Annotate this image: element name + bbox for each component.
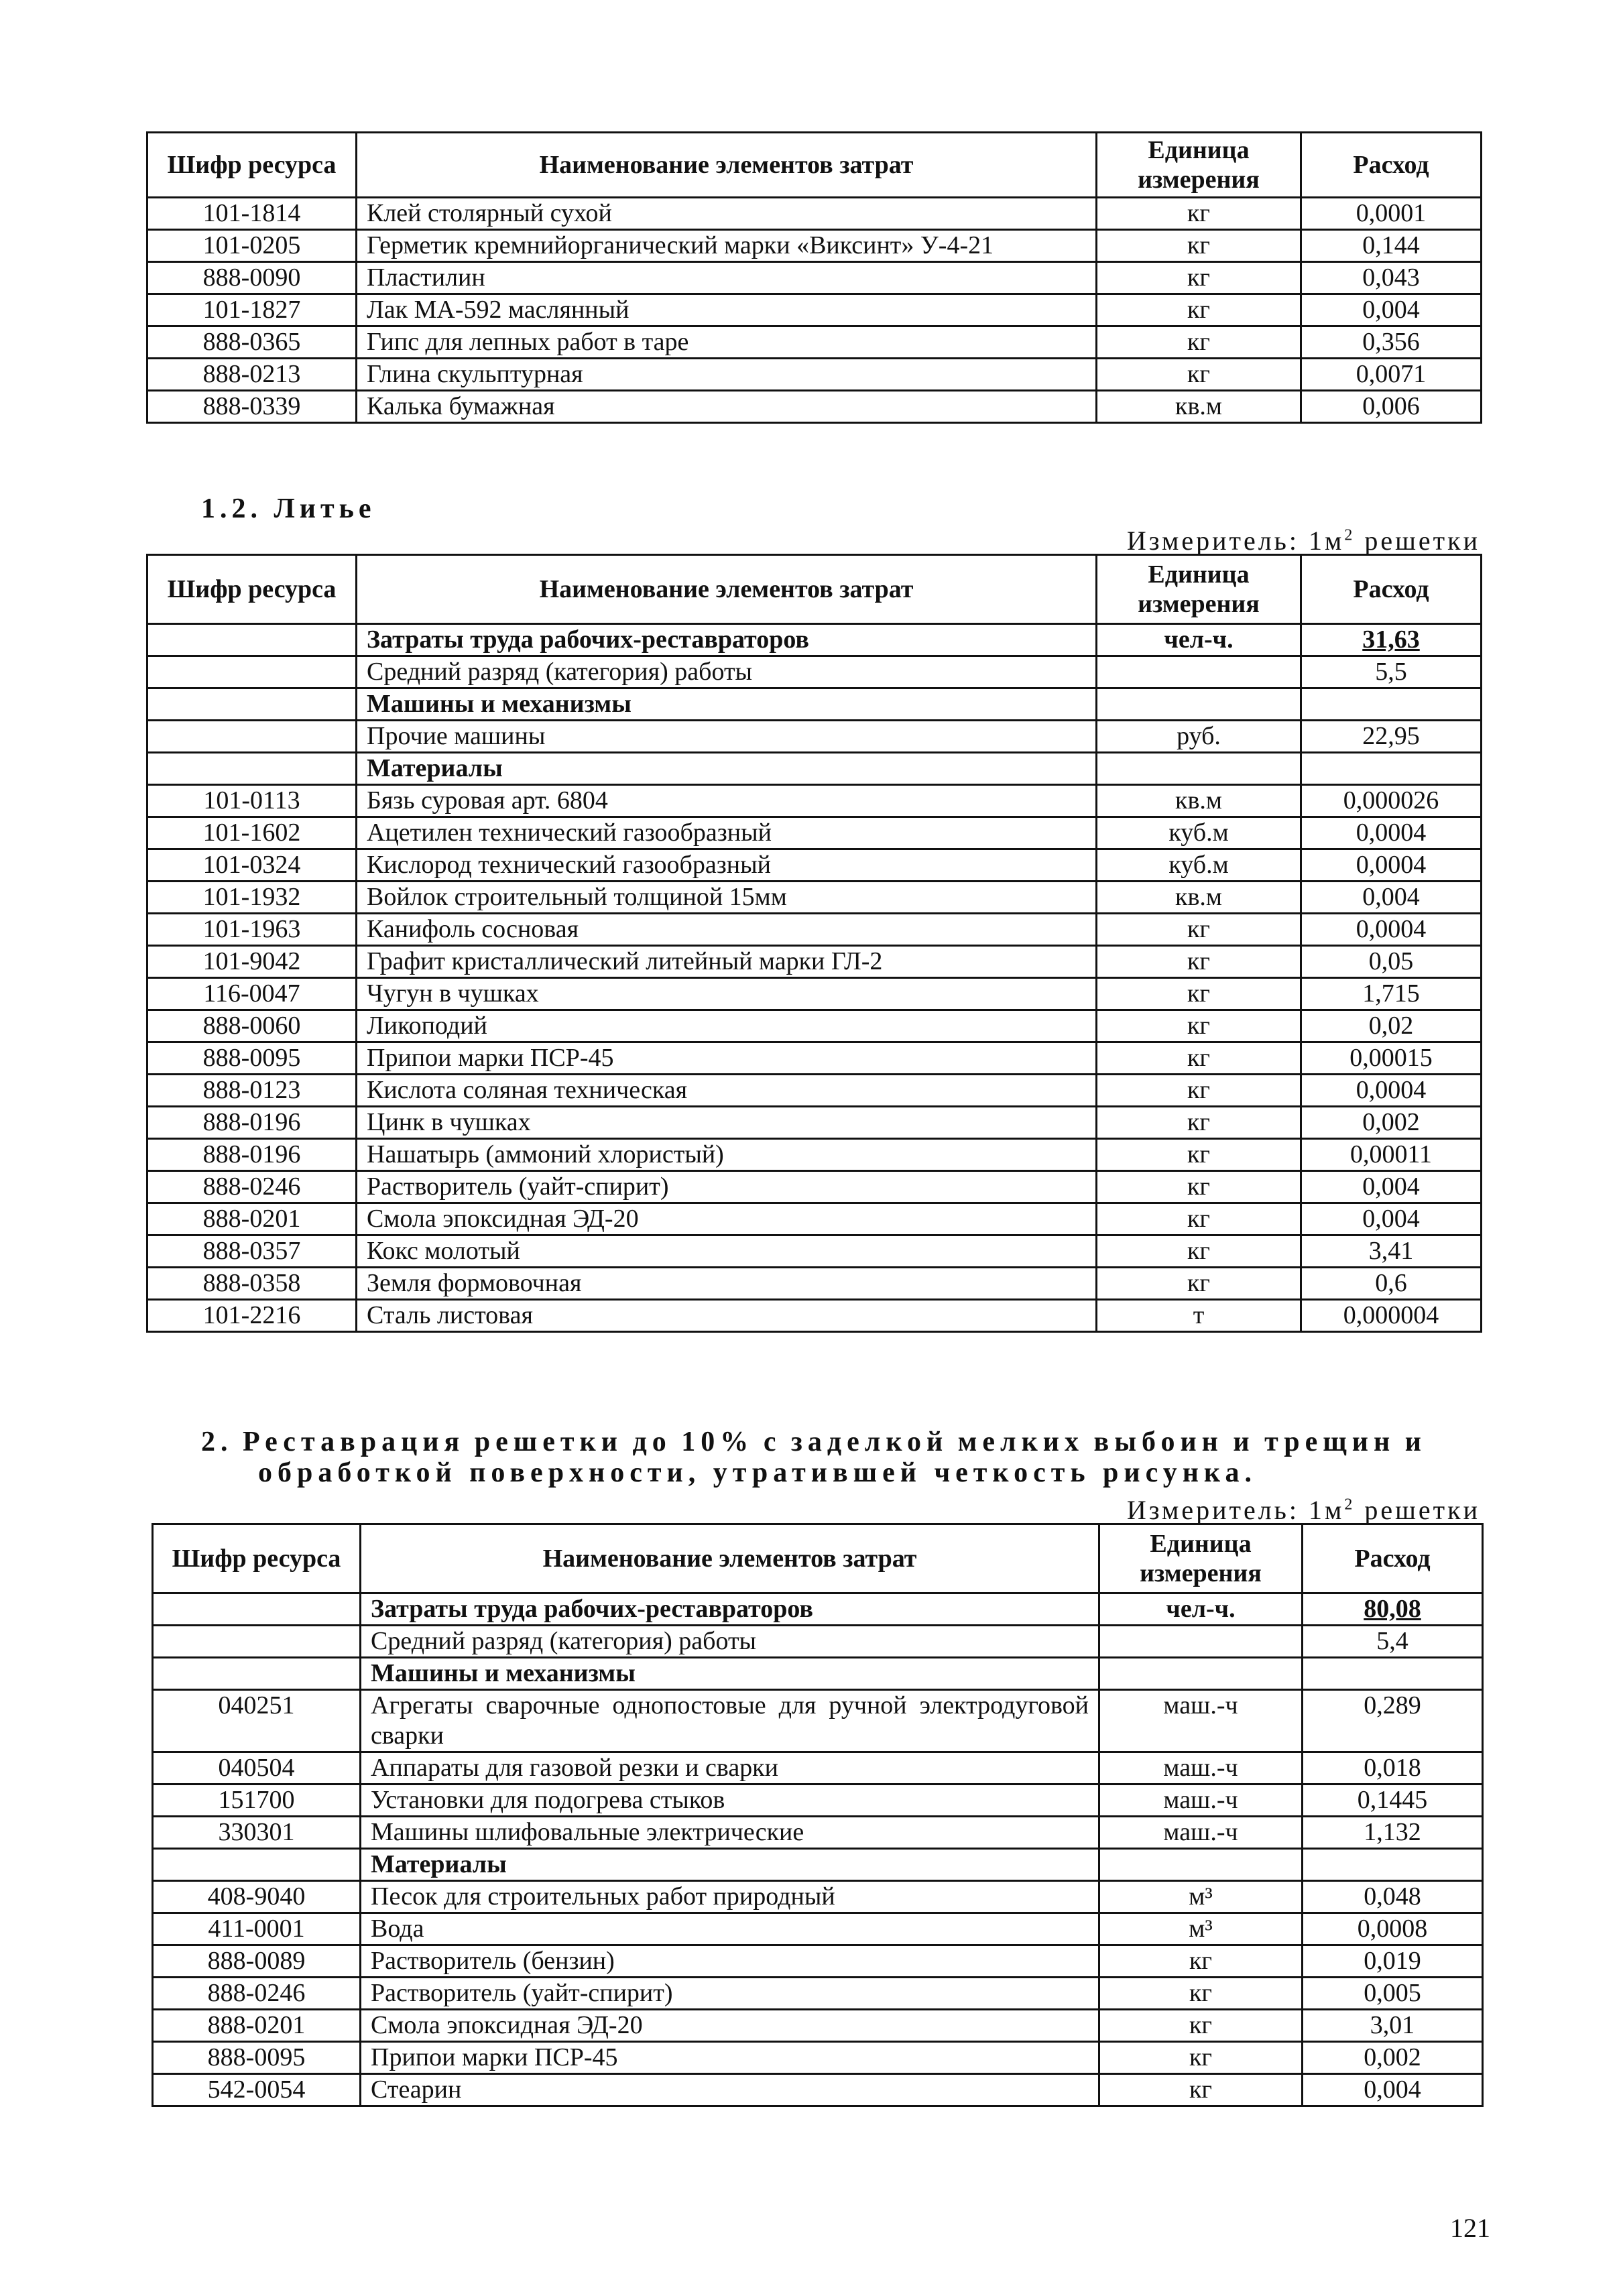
- resource-table-continued: [146, 131, 1482, 424]
- cell-name: Гипс для лепных работ в таре: [357, 326, 1097, 359]
- measure-superscript: 2: [1344, 526, 1356, 544]
- cell-amount: 0,002: [1303, 2042, 1483, 2074]
- table-row: [147, 624, 1482, 656]
- cell-name: Припои марки ПСР-45: [357, 1042, 1097, 1075]
- cell-name: Затраты труда рабочих-реставраторов: [357, 624, 1097, 656]
- cell-amount: 0,05: [1301, 946, 1482, 978]
- cell-unit: м³: [1099, 1881, 1303, 1913]
- cell-name: Установки для подогрева стыков: [361, 1785, 1099, 1817]
- cell-amount: [1301, 753, 1482, 785]
- cell-unit: кг: [1097, 1075, 1301, 1107]
- table-row: [153, 1752, 1483, 1785]
- cell-code: [147, 624, 357, 656]
- header-amount: Расход: [1301, 133, 1482, 198]
- table-row: [153, 1690, 1483, 1752]
- table-row: [147, 914, 1482, 946]
- cell-amount: [1303, 1849, 1483, 1881]
- table-row: [147, 946, 1482, 978]
- cell-unit: кг: [1097, 1268, 1301, 1300]
- cell-amount: 0,000026: [1301, 785, 1482, 817]
- header-name: Наименование элементов затрат: [357, 555, 1097, 624]
- table-row: [147, 1107, 1482, 1139]
- section-title-2: [201, 1427, 1427, 1488]
- cell-code: [147, 656, 357, 688]
- table-row: [147, 198, 1482, 230]
- cell-amount: 0,0004: [1301, 849, 1482, 882]
- measure-text: Измеритель: 1м: [1126, 526, 1345, 556]
- cell-amount: 80,08: [1303, 1593, 1483, 1626]
- cell-unit: чел-ч.: [1097, 624, 1301, 656]
- cell-unit: кв.м: [1097, 391, 1301, 423]
- cell-unit: кг: [1099, 1978, 1303, 2010]
- table-row: [153, 1881, 1483, 1913]
- table-row: [147, 1235, 1482, 1268]
- cell-code: 888-0213: [147, 359, 357, 391]
- cell-name: Лак МА-592 маслянный: [357, 294, 1097, 326]
- cell-amount: 0,0008: [1303, 1913, 1483, 1945]
- cell-code: 408-9040: [153, 1881, 361, 1913]
- cell-code: 101-1602: [147, 817, 357, 849]
- cell-unit: кг: [1099, 2074, 1303, 2106]
- cell-code: 151700: [153, 1785, 361, 1817]
- cell-name: Средний разряд (категория) работы: [361, 1626, 1099, 1658]
- table-row: [147, 785, 1482, 817]
- cell-name: Войлок строительный толщиной 15мм: [357, 882, 1097, 914]
- measure-tail: решетки: [1355, 1495, 1480, 1525]
- cell-name: Машины и механизмы: [361, 1658, 1099, 1690]
- table-row: [147, 978, 1482, 1010]
- cell-code: 888-0358: [147, 1268, 357, 1300]
- cell-amount: 0,144: [1301, 230, 1482, 262]
- table-row: [147, 326, 1482, 359]
- cell-amount: 0,004: [1301, 1171, 1482, 1203]
- table-row: [147, 721, 1482, 753]
- title-word: Реставрация: [243, 1427, 465, 1457]
- header-unit: Единица измерения: [1097, 555, 1301, 624]
- table-row: [147, 817, 1482, 849]
- cell-code: 330301: [153, 1817, 361, 1849]
- cell-unit: м³: [1099, 1913, 1303, 1945]
- table-row: [153, 1978, 1483, 2010]
- cell-code: 888-0201: [147, 1203, 357, 1235]
- header-amount: Расход: [1301, 555, 1482, 624]
- header-unit: Единица измерения: [1099, 1524, 1303, 1593]
- cell-name: Аппараты для газовой резки и сварки: [361, 1752, 1099, 1785]
- cell-amount: 0,00015: [1301, 1042, 1482, 1075]
- title-word: заделкой: [791, 1427, 949, 1457]
- resource-table-casting: [146, 554, 1482, 1333]
- measure-superscript: 2: [1344, 1496, 1356, 1514]
- cell-amount: 0,018: [1303, 1752, 1483, 1785]
- cell-unit: [1097, 688, 1301, 721]
- cell-name: Вода: [361, 1913, 1099, 1945]
- title-word: и: [1404, 1427, 1427, 1457]
- cell-amount: [1303, 1658, 1483, 1690]
- cell-amount: 0,1445: [1303, 1785, 1483, 1817]
- cell-name: Клей столярный сухой: [357, 198, 1097, 230]
- cell-code: 888-0123: [147, 1075, 357, 1107]
- cell-code: 888-0095: [147, 1042, 357, 1075]
- cell-amount: 0,004: [1301, 1203, 1482, 1235]
- cell-amount: 0,0004: [1301, 817, 1482, 849]
- cell-amount: 0,0004: [1301, 1075, 1482, 1107]
- cell-amount: 22,95: [1301, 721, 1482, 753]
- cell-name: Затраты труда рабочих-реставраторов: [361, 1593, 1099, 1626]
- cell-code: 101-0113: [147, 785, 357, 817]
- cell-amount: 0,02: [1301, 1010, 1482, 1042]
- table-row: [153, 2042, 1483, 2074]
- cell-unit: кг: [1097, 1042, 1301, 1075]
- cell-name: Машины и механизмы: [357, 688, 1097, 721]
- cell-code: [147, 753, 357, 785]
- table-row: [153, 2010, 1483, 2042]
- cell-code: 116-0047: [147, 978, 357, 1010]
- cell-amount: 1,715: [1301, 978, 1482, 1010]
- cell-code: 888-0090: [147, 262, 357, 294]
- cell-unit: куб.м: [1097, 849, 1301, 882]
- table-row: [147, 1042, 1482, 1075]
- cell-name: Прочие машины: [357, 721, 1097, 753]
- cell-code: 040504: [153, 1752, 361, 1785]
- cell-unit: кг: [1097, 914, 1301, 946]
- resource-table-restoration: [152, 1523, 1484, 2107]
- cell-name: Песок для строительных работ природный: [361, 1881, 1099, 1913]
- cell-amount: 0,004: [1303, 2074, 1483, 2106]
- table-row: [147, 230, 1482, 262]
- table-row: [153, 1849, 1483, 1881]
- cell-name: Ацетилен технический газообразный: [357, 817, 1097, 849]
- cell-unit: кг: [1097, 294, 1301, 326]
- cell-code: 101-1827: [147, 294, 357, 326]
- cell-code: 888-0196: [147, 1107, 357, 1139]
- header-amount: Расход: [1303, 1524, 1483, 1593]
- page-number: 121: [1450, 2213, 1490, 2243]
- section-title-line1: [201, 1427, 1427, 1457]
- cell-amount: 3,41: [1301, 1235, 1482, 1268]
- cell-code: 411-0001: [153, 1913, 361, 1945]
- measure-label-1-2: [1006, 525, 1480, 556]
- cell-amount: 31,63: [1301, 624, 1482, 656]
- cell-unit: куб.м: [1097, 817, 1301, 849]
- cell-unit: кг: [1097, 978, 1301, 1010]
- cell-name: Глина скульптурная: [357, 359, 1097, 391]
- table-row: [153, 2074, 1483, 2106]
- cell-amount: 1,132: [1303, 1817, 1483, 1849]
- table-row: [147, 1139, 1482, 1171]
- title-word: и: [1233, 1427, 1255, 1457]
- cell-code: 101-9042: [147, 946, 357, 978]
- measure-text: Измеритель: 1м: [1126, 1495, 1345, 1525]
- cell-code: 888-0365: [147, 326, 357, 359]
- cell-code: 101-1932: [147, 882, 357, 914]
- cell-unit: [1099, 1658, 1303, 1690]
- cell-unit: кг: [1097, 1235, 1301, 1268]
- cell-unit: кг: [1097, 198, 1301, 230]
- title-word: решетки: [474, 1427, 623, 1457]
- cell-unit: кг: [1097, 326, 1301, 359]
- header-code: Шифр ресурса: [147, 555, 357, 624]
- cell-name: Графит кристаллический литейный марки ГЛ-2: [357, 946, 1097, 978]
- cell-unit: т: [1097, 1300, 1301, 1332]
- cell-amount: 0,006: [1301, 391, 1482, 423]
- cell-unit: кг: [1097, 1010, 1301, 1042]
- title-word: трещин: [1264, 1427, 1396, 1457]
- cell-unit: кв.м: [1097, 785, 1301, 817]
- table-row: [153, 1593, 1483, 1626]
- header-name: Наименование элементов затрат: [361, 1524, 1099, 1593]
- table-row: [147, 882, 1482, 914]
- cell-code: 888-0060: [147, 1010, 357, 1042]
- cell-code: 101-2216: [147, 1300, 357, 1332]
- cell-amount: 0,289: [1303, 1690, 1483, 1752]
- cell-name: Смола эпоксидная ЭД-20: [357, 1203, 1097, 1235]
- section-heading-1-2: 1.2. Литье: [201, 493, 376, 524]
- cell-name: Ликоподий: [357, 1010, 1097, 1042]
- cell-unit: руб.: [1097, 721, 1301, 753]
- cell-name: Кислород технический газообразный: [357, 849, 1097, 882]
- cell-name: Припои марки ПСР-45: [361, 2042, 1099, 2074]
- table-row: [147, 1075, 1482, 1107]
- cell-code: [153, 1658, 361, 1690]
- table-body: [147, 198, 1482, 423]
- cell-unit: кг: [1097, 262, 1301, 294]
- table-row: [147, 1268, 1482, 1300]
- cell-name: Растворитель (уайт-спирит): [361, 1978, 1099, 2010]
- cell-unit: кг: [1097, 359, 1301, 391]
- cell-code: [153, 1593, 361, 1626]
- table-row: [153, 1785, 1483, 1817]
- table-row: [147, 262, 1482, 294]
- cell-code: 888-0095: [153, 2042, 361, 2074]
- table-row: [153, 1626, 1483, 1658]
- cell-code: [153, 1849, 361, 1881]
- table-row: [153, 1658, 1483, 1690]
- cell-name: Бязь суровая арт. 6804: [357, 785, 1097, 817]
- cell-unit: [1097, 656, 1301, 688]
- cell-amount: 0,004: [1301, 882, 1482, 914]
- cell-code: [147, 688, 357, 721]
- cell-amount: 0,005: [1303, 1978, 1483, 2010]
- table-row: [153, 1945, 1483, 1978]
- cell-name: Материалы: [361, 1849, 1099, 1881]
- cell-unit: [1099, 1849, 1303, 1881]
- cell-code: 888-0246: [153, 1978, 361, 2010]
- table-row: [147, 294, 1482, 326]
- title-word: выбоин: [1093, 1427, 1223, 1457]
- cell-code: 040251: [153, 1690, 361, 1752]
- cell-code: 888-0196: [147, 1139, 357, 1171]
- cell-amount: [1301, 688, 1482, 721]
- cell-amount: 0,0001: [1301, 198, 1482, 230]
- cell-name: Машины шлифовальные электрические: [361, 1817, 1099, 1849]
- cell-name: Чугун в чушках: [357, 978, 1097, 1010]
- cell-name: Кислота соляная техническая: [357, 1075, 1097, 1107]
- table-row: [147, 391, 1482, 423]
- cell-unit: кв.м: [1097, 882, 1301, 914]
- cell-name: Земля формовочная: [357, 1268, 1097, 1300]
- cell-amount: 0,0004: [1301, 914, 1482, 946]
- cell-code: 888-0246: [147, 1171, 357, 1203]
- cell-code: 101-1814: [147, 198, 357, 230]
- cell-amount: 0,0071: [1301, 359, 1482, 391]
- cell-name: Растворитель (уайт-спирит): [357, 1171, 1097, 1203]
- cell-amount: 0,00011: [1301, 1139, 1482, 1171]
- cell-code: [147, 721, 357, 753]
- cell-name: Цинк в чушках: [357, 1107, 1097, 1139]
- table-row: [147, 1171, 1482, 1203]
- cell-name: Стеарин: [361, 2074, 1099, 2106]
- table-row: [147, 849, 1482, 882]
- cell-name: Средний разряд (категория) работы: [357, 656, 1097, 688]
- cell-unit: маш.-ч: [1099, 1690, 1303, 1752]
- table-row: [147, 1010, 1482, 1042]
- cell-code: 888-0339: [147, 391, 357, 423]
- cell-unit: [1099, 1626, 1303, 1658]
- cell-amount: 0,043: [1301, 262, 1482, 294]
- cell-amount: 3,01: [1303, 2010, 1483, 2042]
- cell-amount: 0,000004: [1301, 1300, 1482, 1332]
- cell-code: 101-0324: [147, 849, 357, 882]
- cell-amount: 0,004: [1301, 294, 1482, 326]
- cell-unit: [1097, 753, 1301, 785]
- cell-unit: кг: [1097, 1203, 1301, 1235]
- cell-amount: 5,4: [1303, 1626, 1483, 1658]
- section-number: 2.: [201, 1427, 233, 1457]
- table-row: [153, 1913, 1483, 1945]
- cell-unit: кг: [1099, 1945, 1303, 1978]
- title-word: с: [763, 1427, 782, 1457]
- table-row: [153, 1817, 1483, 1849]
- cell-amount: 0,002: [1301, 1107, 1482, 1139]
- cell-unit: кг: [1097, 946, 1301, 978]
- cell-unit: кг: [1097, 1171, 1301, 1203]
- cell-unit: маш.-ч: [1099, 1785, 1303, 1817]
- cell-name: Материалы: [357, 753, 1097, 785]
- cell-code: 542-0054: [153, 2074, 361, 2106]
- cell-code: 888-0357: [147, 1235, 357, 1268]
- section-title-line2: обработкой поверхности, утратившей четкость рисунка.: [258, 1457, 1257, 1488]
- cell-unit: кг: [1097, 1107, 1301, 1139]
- cell-code: 101-1963: [147, 914, 357, 946]
- header-name: Наименование элементов затрат: [357, 133, 1097, 198]
- cell-name: Растворитель (бензин): [361, 1945, 1099, 1978]
- cell-unit: маш.-ч: [1099, 1817, 1303, 1849]
- cell-name: Кокс молотый: [357, 1235, 1097, 1268]
- cell-amount: 0,048: [1303, 1881, 1483, 1913]
- table-row: [147, 1300, 1482, 1332]
- cell-unit: кг: [1097, 230, 1301, 262]
- cell-unit: кг: [1099, 2042, 1303, 2074]
- table-row: [147, 656, 1482, 688]
- cell-name: Калька бумажная: [357, 391, 1097, 423]
- cell-name: Канифоль сосновая: [357, 914, 1097, 946]
- cell-code: [153, 1626, 361, 1658]
- header-unit: Единица измерения: [1097, 133, 1301, 198]
- cell-code: 888-0201: [153, 2010, 361, 2042]
- cell-name: Пластилин: [357, 262, 1097, 294]
- cell-amount: 5,5: [1301, 656, 1482, 688]
- table-body: [153, 1593, 1483, 2106]
- title-word: 10%: [681, 1427, 754, 1457]
- table-row: [147, 1203, 1482, 1235]
- table-row: [147, 688, 1482, 721]
- cell-name: Герметик кремнийорганический марки «Виксинт» У-4-21: [357, 230, 1097, 262]
- cell-unit: маш.-ч: [1099, 1752, 1303, 1785]
- cell-amount: 0,6: [1301, 1268, 1482, 1300]
- cell-name: Нашатырь (аммоний хлористый): [357, 1139, 1097, 1171]
- cell-code: 888-0089: [153, 1945, 361, 1978]
- cell-amount: 0,356: [1301, 326, 1482, 359]
- cell-amount: 0,019: [1303, 1945, 1483, 1978]
- cell-unit: кг: [1097, 1139, 1301, 1171]
- title-word: мелких: [957, 1427, 1084, 1457]
- table-row: [147, 753, 1482, 785]
- cell-unit: чел-ч.: [1099, 1593, 1303, 1626]
- table-body: [147, 624, 1482, 1332]
- title-word: до: [632, 1427, 672, 1457]
- cell-name: Смола эпоксидная ЭД-20: [361, 2010, 1099, 2042]
- cell-code: 101-0205: [147, 230, 357, 262]
- measure-tail: решетки: [1355, 526, 1480, 556]
- cell-name: Сталь листовая: [357, 1300, 1097, 1332]
- measure-label-2: [1006, 1494, 1480, 1526]
- header-code: Шифр ресурса: [147, 133, 357, 198]
- cell-unit: кг: [1099, 2010, 1303, 2042]
- header-code: Шифр ресурса: [153, 1524, 361, 1593]
- cell-name: Агрегаты сварочные однопостовые для ручной электродуговой сварки: [361, 1690, 1099, 1752]
- table-row: [147, 359, 1482, 391]
